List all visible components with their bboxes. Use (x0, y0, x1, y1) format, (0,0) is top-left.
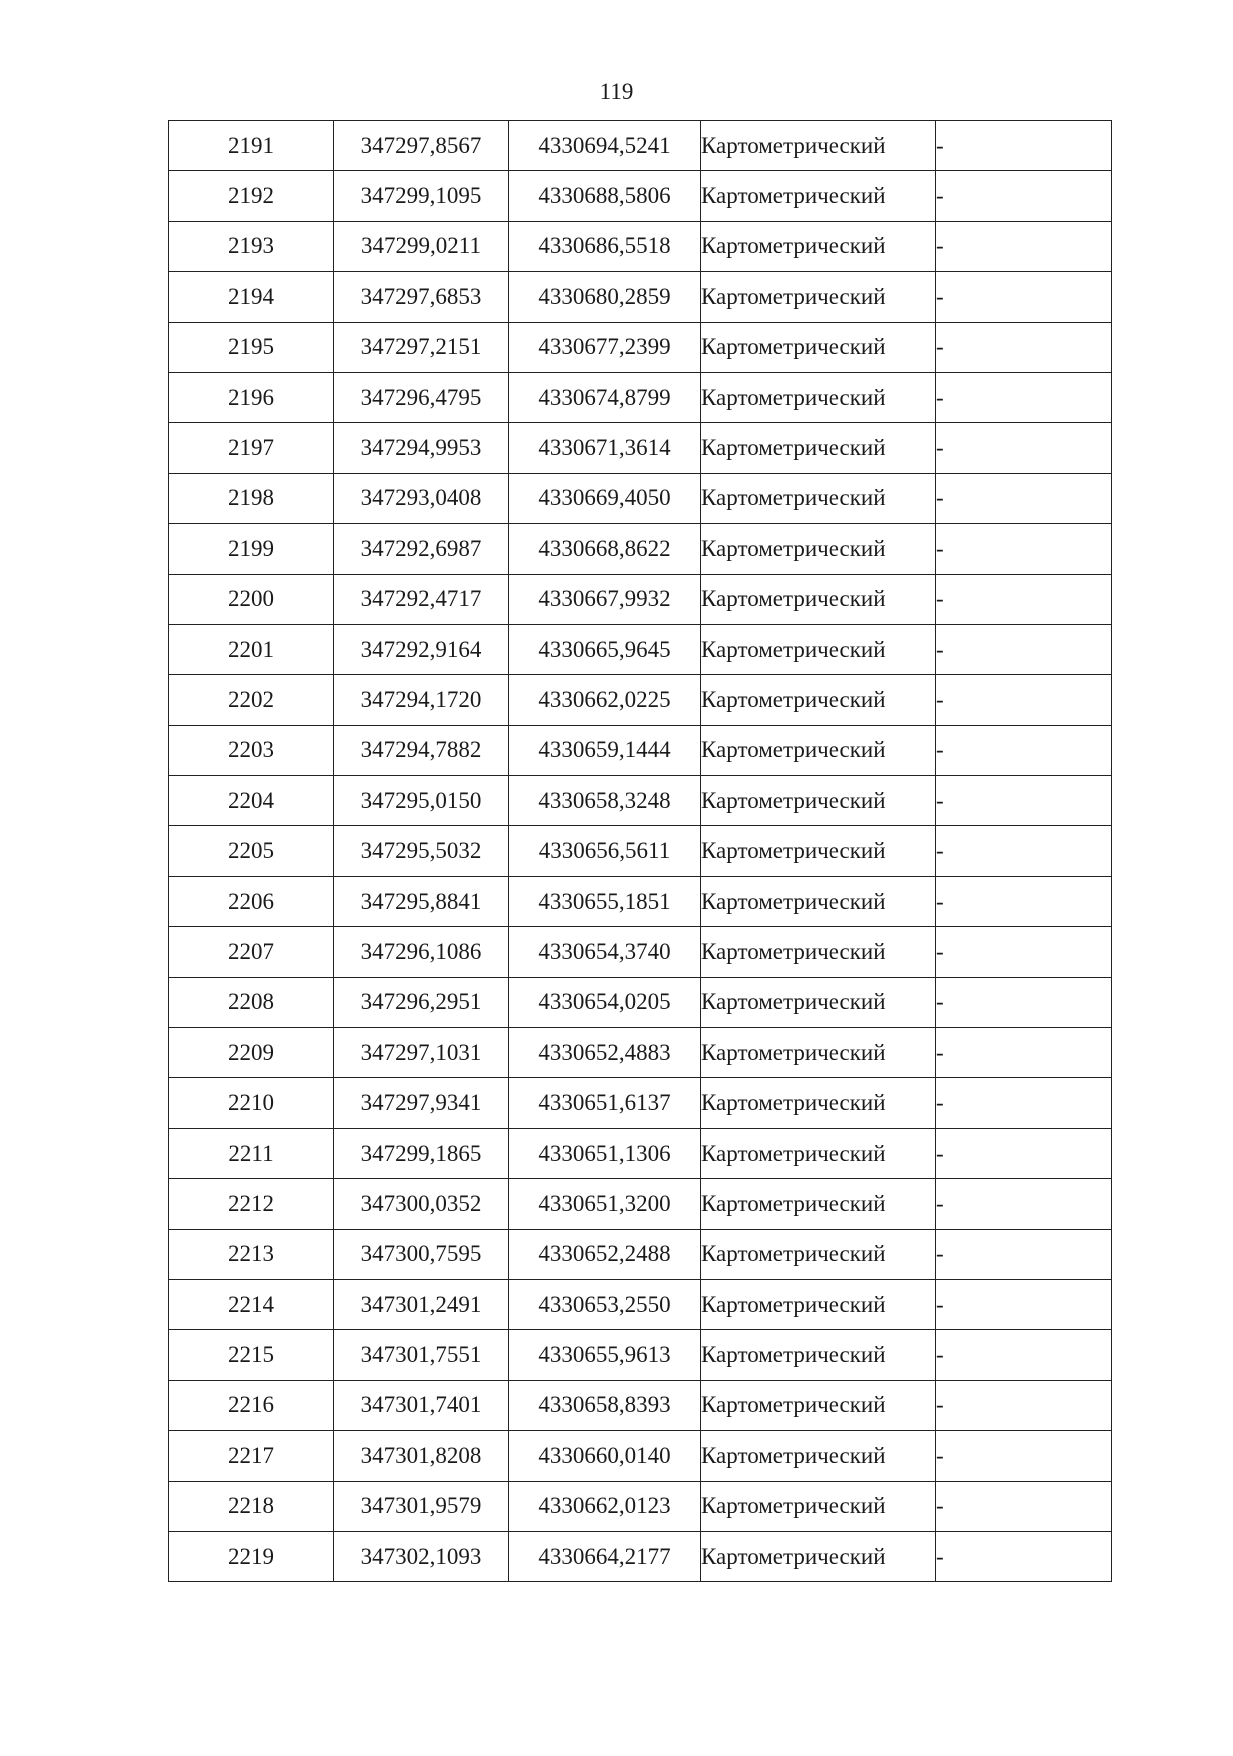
point-number-cell: 2208 (169, 977, 334, 1027)
point-number-cell: 2218 (169, 1481, 334, 1531)
method-cell: Картометрический (701, 1179, 936, 1229)
method-cell: Картометрический (701, 221, 936, 271)
table-row (169, 1481, 1112, 1531)
table-row (169, 1128, 1112, 1178)
table-row (169, 221, 1112, 271)
x-coordinate-cell: 347299,1095 (334, 171, 509, 221)
point-number-cell: 2196 (169, 372, 334, 422)
y-coordinate-cell: 4330680,2859 (509, 272, 701, 322)
x-coordinate-cell: 347292,6987 (334, 524, 509, 574)
point-number-cell: 2200 (169, 574, 334, 624)
y-coordinate-cell: 4330651,6137 (509, 1078, 701, 1128)
y-coordinate-cell: 4330652,2488 (509, 1229, 701, 1279)
y-coordinate-cell: 4330654,3740 (509, 927, 701, 977)
x-coordinate-cell: 347295,0150 (334, 776, 509, 826)
method-cell: Картометрический (701, 1531, 936, 1581)
table-row (169, 1431, 1112, 1481)
y-coordinate-cell: 4330651,3200 (509, 1179, 701, 1229)
table-row (169, 1330, 1112, 1380)
y-coordinate-cell: 4330664,2177 (509, 1531, 701, 1581)
point-number-cell: 2216 (169, 1380, 334, 1430)
note-cell: - (936, 574, 1112, 624)
note-cell: - (936, 776, 1112, 826)
method-cell: Картометрический (701, 826, 936, 876)
method-cell: Картометрический (701, 272, 936, 322)
x-coordinate-cell: 347295,8841 (334, 876, 509, 926)
table-row (169, 171, 1112, 221)
method-cell: Картометрический (701, 1481, 936, 1531)
table-row (169, 624, 1112, 674)
x-coordinate-cell: 347301,8208 (334, 1431, 509, 1481)
coordinates-table (168, 120, 1112, 1582)
note-cell: - (936, 1179, 1112, 1229)
y-coordinate-cell: 4330686,5518 (509, 221, 701, 271)
x-coordinate-cell: 347293,0408 (334, 473, 509, 523)
note-cell: - (936, 473, 1112, 523)
method-cell: Картометрический (701, 1431, 936, 1481)
note-cell: - (936, 1481, 1112, 1531)
point-number-cell: 2194 (169, 272, 334, 322)
point-number-cell: 2206 (169, 876, 334, 926)
x-coordinate-cell: 347299,1865 (334, 1128, 509, 1178)
note-cell: - (936, 221, 1112, 271)
point-number-cell: 2215 (169, 1330, 334, 1380)
y-coordinate-cell: 4330674,8799 (509, 372, 701, 422)
x-coordinate-cell: 347295,5032 (334, 826, 509, 876)
point-number-cell: 2201 (169, 624, 334, 674)
page-number: 119 (599, 79, 634, 104)
point-number-cell: 2192 (169, 171, 334, 221)
y-coordinate-cell: 4330655,9613 (509, 1330, 701, 1380)
table-row (169, 1380, 1112, 1430)
method-cell: Картометрический (701, 927, 936, 977)
point-number-cell: 2203 (169, 725, 334, 775)
method-cell: Картометрический (701, 1279, 936, 1329)
x-coordinate-cell: 347292,9164 (334, 624, 509, 674)
table-row (169, 272, 1112, 322)
note-cell: - (936, 1279, 1112, 1329)
y-coordinate-cell: 4330658,3248 (509, 776, 701, 826)
note-cell: - (936, 826, 1112, 876)
coordinates-table-body (169, 121, 1112, 1582)
note-cell: - (936, 725, 1112, 775)
y-coordinate-cell: 4330656,5611 (509, 826, 701, 876)
point-number-cell: 2212 (169, 1179, 334, 1229)
table-row (169, 322, 1112, 372)
table-row (169, 876, 1112, 926)
point-number-cell: 2211 (169, 1128, 334, 1178)
note-cell: - (936, 624, 1112, 674)
y-coordinate-cell: 4330688,5806 (509, 171, 701, 221)
x-coordinate-cell: 347296,4795 (334, 372, 509, 422)
y-coordinate-cell: 4330665,9645 (509, 624, 701, 674)
method-cell: Картометрический (701, 423, 936, 473)
note-cell: - (936, 1128, 1112, 1178)
y-coordinate-cell: 4330652,4883 (509, 1028, 701, 1078)
table-row (169, 473, 1112, 523)
method-cell: Картометрический (701, 624, 936, 674)
table-row (169, 1531, 1112, 1581)
x-coordinate-cell: 347297,6853 (334, 272, 509, 322)
table-row (169, 423, 1112, 473)
x-coordinate-cell: 347300,7595 (334, 1229, 509, 1279)
table-row (169, 1229, 1112, 1279)
y-coordinate-cell: 4330654,0205 (509, 977, 701, 1027)
method-cell: Картометрический (701, 1330, 936, 1380)
table-row (169, 1179, 1112, 1229)
note-cell: - (936, 372, 1112, 422)
point-number-cell: 2197 (169, 423, 334, 473)
y-coordinate-cell: 4330655,1851 (509, 876, 701, 926)
note-cell: - (936, 272, 1112, 322)
y-coordinate-cell: 4330669,4050 (509, 473, 701, 523)
x-coordinate-cell: 347299,0211 (334, 221, 509, 271)
method-cell: Картометрический (701, 725, 936, 775)
y-coordinate-cell: 4330660,0140 (509, 1431, 701, 1481)
point-number-cell: 2191 (169, 121, 334, 171)
x-coordinate-cell: 347297,2151 (334, 322, 509, 372)
method-cell: Картометрический (701, 524, 936, 574)
method-cell: Картометрический (701, 776, 936, 826)
note-cell: - (936, 1330, 1112, 1380)
table-row (169, 372, 1112, 422)
point-number-cell: 2213 (169, 1229, 334, 1279)
method-cell: Картометрический (701, 1028, 936, 1078)
note-cell: - (936, 1431, 1112, 1481)
x-coordinate-cell: 347294,1720 (334, 675, 509, 725)
table-row (169, 121, 1112, 171)
y-coordinate-cell: 4330667,9932 (509, 574, 701, 624)
y-coordinate-cell: 4330668,8622 (509, 524, 701, 574)
point-number-cell: 2217 (169, 1431, 334, 1481)
x-coordinate-cell: 347300,0352 (334, 1179, 509, 1229)
note-cell: - (936, 876, 1112, 926)
x-coordinate-cell: 347302,1093 (334, 1531, 509, 1581)
method-cell: Картометрический (701, 372, 936, 422)
note-cell: - (936, 927, 1112, 977)
x-coordinate-cell: 347301,7401 (334, 1380, 509, 1430)
table-row (169, 725, 1112, 775)
table-row (169, 574, 1112, 624)
table-row (169, 1279, 1112, 1329)
x-coordinate-cell: 347294,9953 (334, 423, 509, 473)
method-cell: Картометрический (701, 876, 936, 926)
method-cell: Картометрический (701, 977, 936, 1027)
x-coordinate-cell: 347296,1086 (334, 927, 509, 977)
table-row (169, 1078, 1112, 1128)
point-number-cell: 2214 (169, 1279, 334, 1329)
point-number-cell: 2202 (169, 675, 334, 725)
note-cell: - (936, 1380, 1112, 1430)
method-cell: Картометрический (701, 121, 936, 171)
point-number-cell: 2205 (169, 826, 334, 876)
note-cell: - (936, 675, 1112, 725)
point-number-cell: 2207 (169, 927, 334, 977)
table-row (169, 826, 1112, 876)
y-coordinate-cell: 4330671,3614 (509, 423, 701, 473)
method-cell: Картометрический (701, 473, 936, 523)
table-row (169, 524, 1112, 574)
y-coordinate-cell: 4330662,0123 (509, 1481, 701, 1531)
table-row (169, 675, 1112, 725)
note-cell: - (936, 524, 1112, 574)
x-coordinate-cell: 347294,7882 (334, 725, 509, 775)
method-cell: Картометрический (701, 1229, 936, 1279)
x-coordinate-cell: 347297,1031 (334, 1028, 509, 1078)
y-coordinate-cell: 4330662,0225 (509, 675, 701, 725)
table-row (169, 927, 1112, 977)
y-coordinate-cell: 4330651,1306 (509, 1128, 701, 1178)
y-coordinate-cell: 4330658,8393 (509, 1380, 701, 1430)
note-cell: - (936, 322, 1112, 372)
note-cell: - (936, 1028, 1112, 1078)
x-coordinate-cell: 347297,9341 (334, 1078, 509, 1128)
note-cell: - (936, 1078, 1112, 1128)
table-row (169, 977, 1112, 1027)
x-coordinate-cell: 347301,7551 (334, 1330, 509, 1380)
point-number-cell: 2210 (169, 1078, 334, 1128)
note-cell: - (936, 171, 1112, 221)
x-coordinate-cell: 347296,2951 (334, 977, 509, 1027)
point-number-cell: 2199 (169, 524, 334, 574)
point-number-cell: 2193 (169, 221, 334, 271)
method-cell: Картометрический (701, 171, 936, 221)
method-cell: Картометрический (701, 1078, 936, 1128)
table-row (169, 1028, 1112, 1078)
point-number-cell: 2209 (169, 1028, 334, 1078)
point-number-cell: 2219 (169, 1531, 334, 1581)
point-number-cell: 2204 (169, 776, 334, 826)
point-number-cell: 2198 (169, 473, 334, 523)
point-number-cell: 2195 (169, 322, 334, 372)
method-cell: Картометрический (701, 574, 936, 624)
method-cell: Картометрический (701, 1128, 936, 1178)
method-cell: Картометрический (701, 322, 936, 372)
x-coordinate-cell: 347292,4717 (334, 574, 509, 624)
method-cell: Картометрический (701, 675, 936, 725)
method-cell: Картометрический (701, 1380, 936, 1430)
x-coordinate-cell: 347301,2491 (334, 1279, 509, 1329)
note-cell: - (936, 1229, 1112, 1279)
table-row (169, 776, 1112, 826)
note-cell: - (936, 977, 1112, 1027)
note-cell: - (936, 423, 1112, 473)
y-coordinate-cell: 4330694,5241 (509, 121, 701, 171)
y-coordinate-cell: 4330659,1444 (509, 725, 701, 775)
y-coordinate-cell: 4330677,2399 (509, 322, 701, 372)
note-cell: - (936, 121, 1112, 171)
x-coordinate-cell: 347297,8567 (334, 121, 509, 171)
x-coordinate-cell: 347301,9579 (334, 1481, 509, 1531)
y-coordinate-cell: 4330653,2550 (509, 1279, 701, 1329)
note-cell: - (936, 1531, 1112, 1581)
